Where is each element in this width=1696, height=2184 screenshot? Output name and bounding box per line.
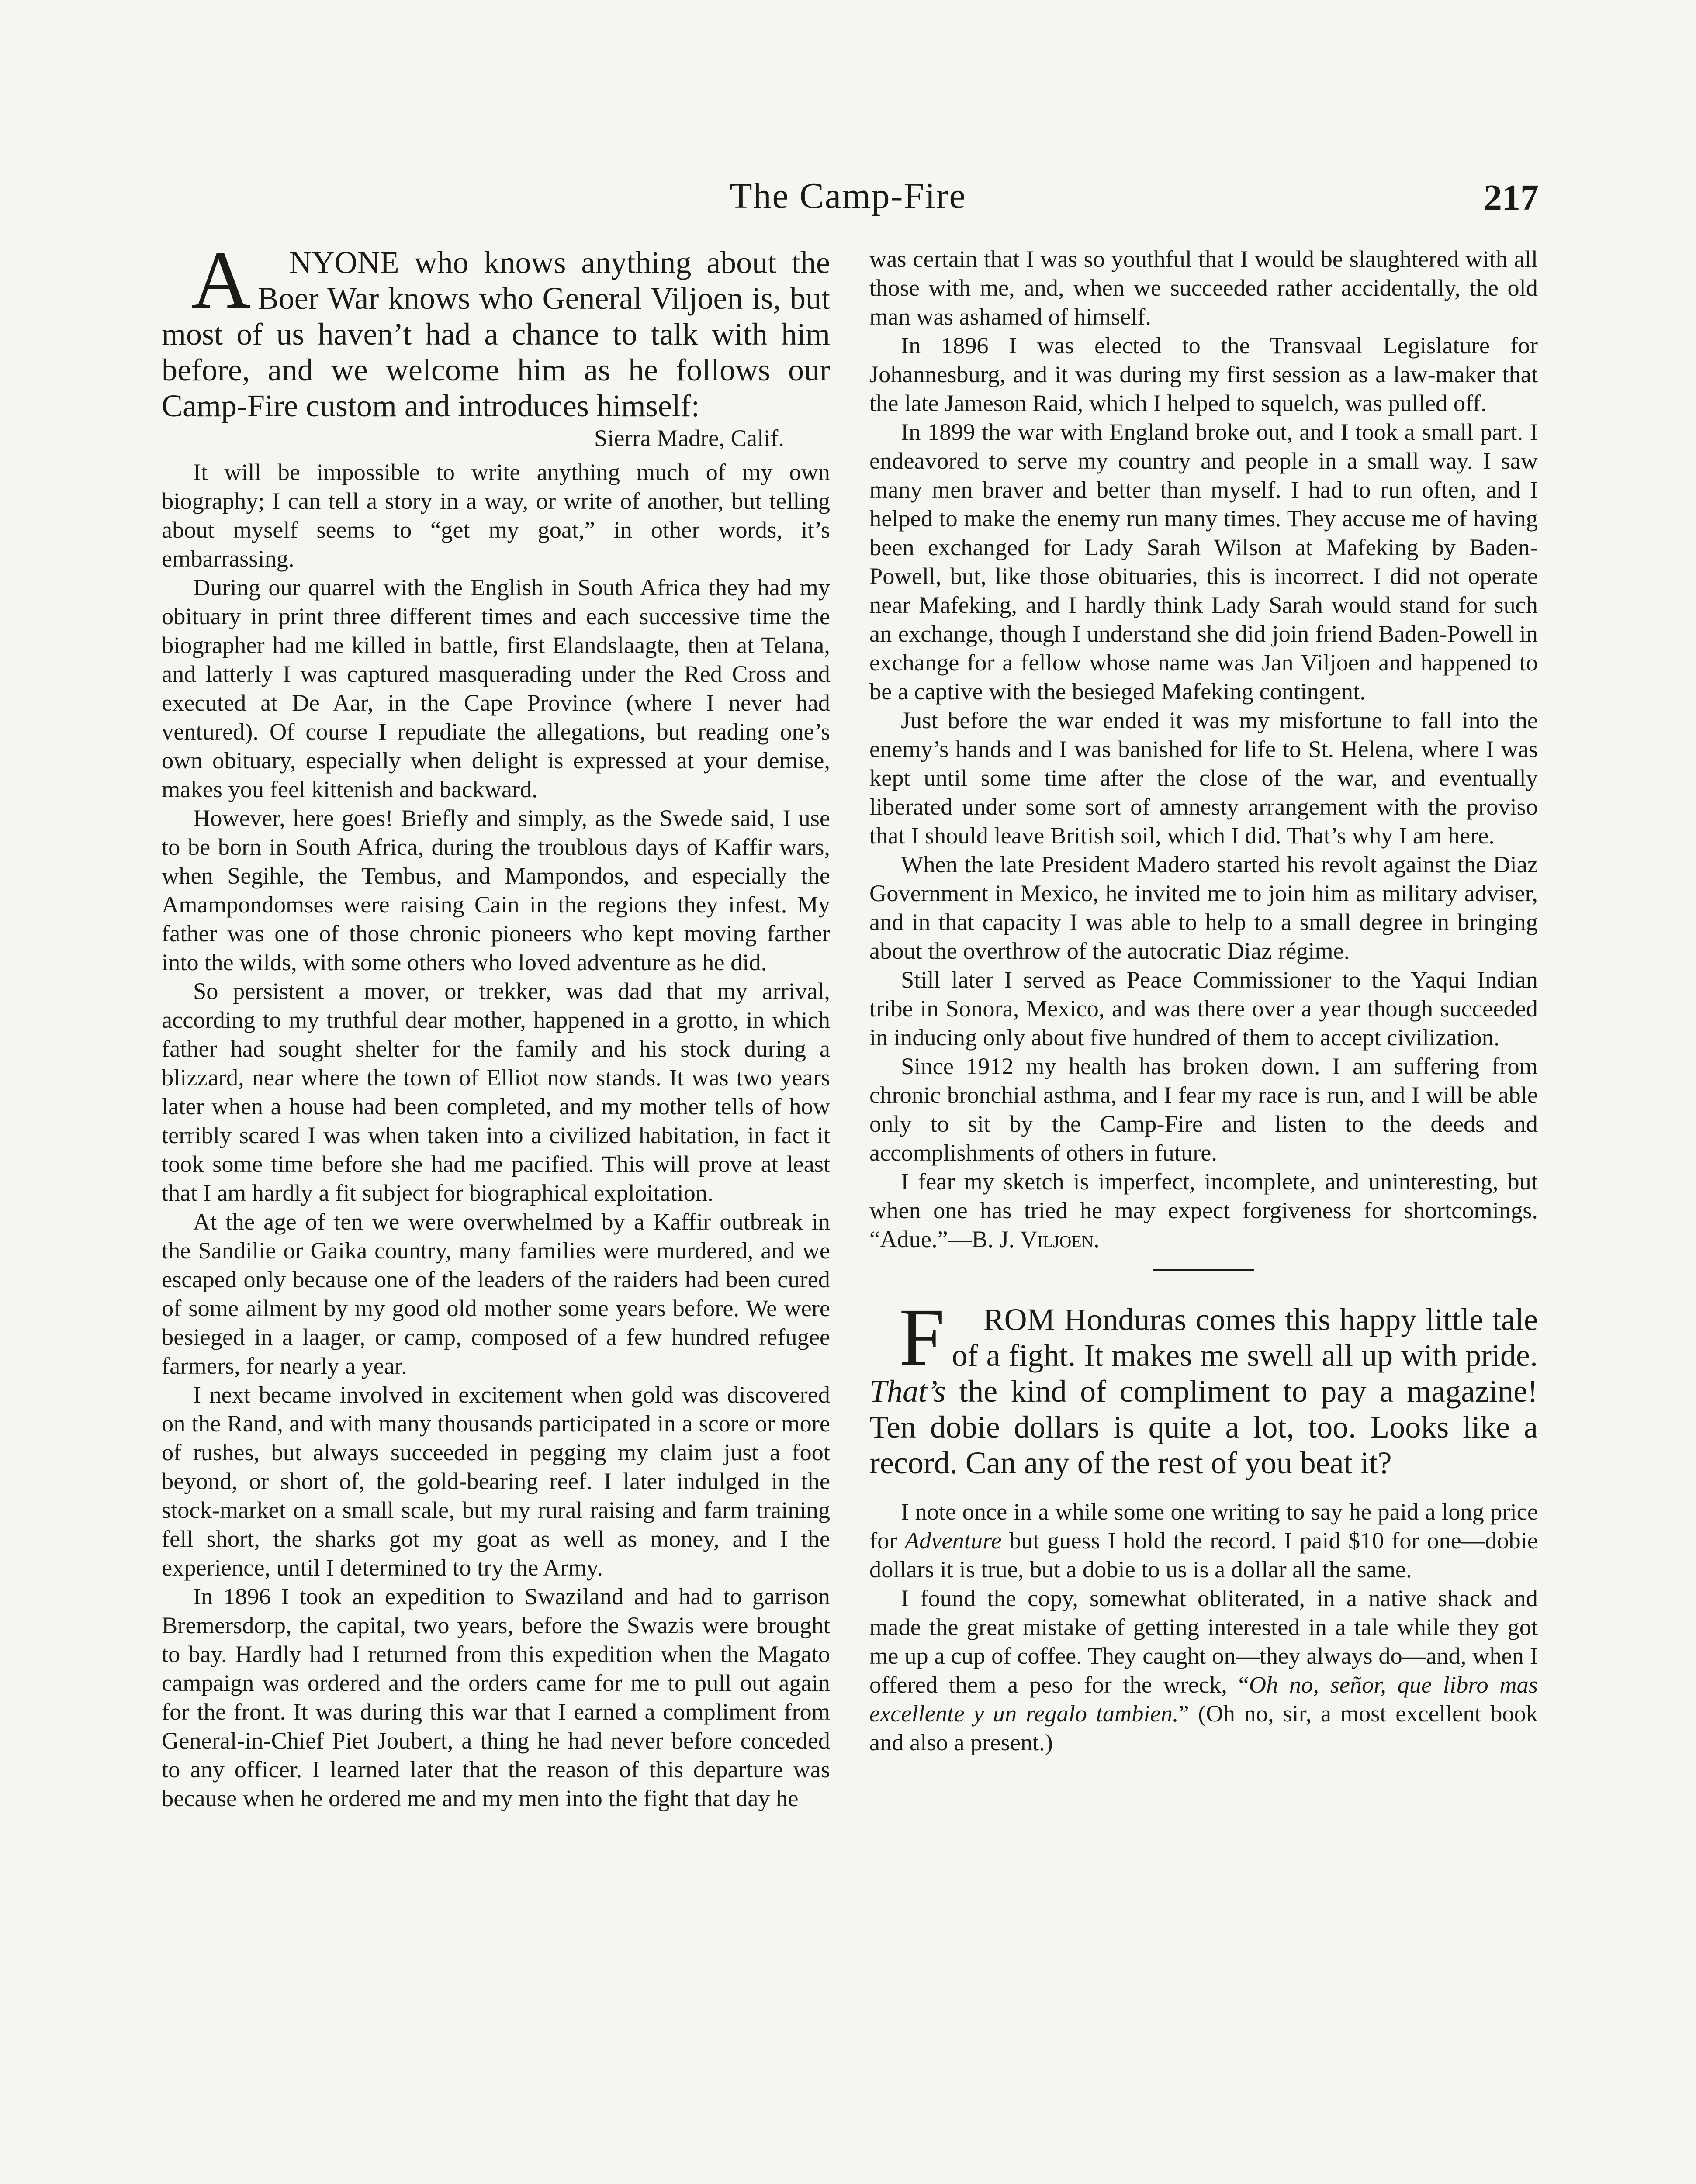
letter-paragraph: During our quarrel with the English in South Africa they had my obituary in print three different times and each successive time the biographer had me killed in battle, first Elandslaagte, then at Telana, and latterly I was captured masquerading under the Red Cross and executed at De Aar, in the Cape Province (where I never had ventured). Of course I repudiate the allegations, but reading one’s own obituary, especially when delight is expressed at your demise, makes you feel kittenish and backward.	[162, 574, 830, 802]
letter-paragraph: I next became involved in excitement when gold was discovered on the Rand, and with many thousands participated in a score or more of rushes, but always succeeded in pegging my claim just a foot beyond, or short of, the gold-bearing reef. I later indulged in the stock-market on a small scale, but my rural raising and farm training fell short, the sharks got my goat as well as money, and I the experience, until I determined to try the Army.	[162, 1382, 830, 1581]
letter-paragraph: When the late President Madero started his revolt against the Diaz Government in Mexico, he invited me to join him as military adviser, and in that capacity I was able to help to a small degree in bringing about the overthrow of the autocratic Diaz régime.	[869, 851, 1538, 964]
closing-paragraph	[869, 1167, 1538, 1254]
magazine-title: Adventure	[904, 1527, 1002, 1554]
drop-cap: F	[899, 1291, 945, 1382]
letter-dateline: Sierra Madre, Calif.	[594, 425, 784, 451]
letter-paragraph	[869, 1497, 1538, 1584]
closing-text: I fear my sketch is imperfect, incomplete, and uninteresting, but when one has tried he may expect forgiveness for shortcomings. “Adue.”—	[869, 1168, 1538, 1252]
second-intro-text: ROM Honduras comes this happy little tale of a fight. It makes me swell all up with pride.	[952, 1302, 1538, 1373]
letter-paragraph: In 1896 I took an expedition to Swaziland and had to garrison Bremersdorp, the capital, two years, before the Swazis were brought to bay. Hardly had I returned from this expedition when the Magato campaign was ordered and the orders came for me to pull out again for the front. It was during this war that I earned a compliment from General-in-Chief Piet Joubert, a thing he had never before conceded to any officer. I learned later that the reason of this departure was because when he ordered me and my men into the fight that day he	[162, 1583, 830, 1811]
letter-paragraph: At the age of ten we were overwhelmed by a Kaffir outbreak in the Sandilie or Gaika country, many families were murdered, and we escaped only because one of the leaders of the raiders had been cured of some ailment by my good old mother some years before. We were besieged in a laager, or camp, composed of a few hundred refugee farmers, for nearly a year.	[162, 1209, 830, 1379]
right-column	[869, 245, 1538, 2184]
signature: B. J. Viljoen.	[972, 1226, 1100, 1252]
left-column	[162, 245, 830, 2184]
text-run: ” (Oh no, sir, a most excellent book and also a present.)	[869, 1700, 1538, 1755]
intro-text: NYONE who knows anything about the Boer War knows who General Viljoen is, but most of us haven’t had a chance to talk with him before, and we welcome him as he follows our Camp-Fire custom and introduces himself:	[162, 245, 830, 423]
page-number: 217	[1484, 177, 1539, 218]
section-divider	[1153, 1269, 1254, 1271]
letter-paragraph: In 1896 I was elected to the Transvaal Legislature for Johannesburg, and it was during my first session as a law-maker that the late Jameson Raid, which I helped to squelch, was pulled off.	[869, 332, 1538, 416]
letter-paragraph: Since 1912 my health has broken down. I am suffering from chronic bronchial asthma, and I fear my race is run, and I will be able only to sit by the Camp-Fire and listen to the deeds and accomplishments of others in future.	[869, 1053, 1538, 1166]
second-intro-paragraph	[869, 1291, 1538, 1481]
letter-paragraph: Just before the war ended it was my misfortune to fall into the enemy’s hands and I was banished for life to St. Helena, where I was kept until some time after the close of the war, and eventually liberated under some sort of amnesty arrangement with the proviso that I should leave British soil, which I did. That’s why I am here.	[869, 707, 1538, 849]
text-run: I found the copy, somewhat obliterated, in a native shack and made the great mistake of getting interested in a tale while they got me up a cup of coffee. They caught on—they always do—and, when I offered them a peso for the wreck, “	[869, 1585, 1538, 1698]
intro-paragraph	[162, 245, 830, 424]
spanish-quote: Oh no, señor, que libro mas excellente y un regalo tambien.	[869, 1672, 1538, 1727]
letter-paragraph: It will be impossible to write anything much of my own biography; I can tell a story in a way, or write of another, but telling about myself seems to “get my goat,” in other words, it’s embarrassing.	[162, 459, 830, 572]
running-title: The Camp-Fire	[730, 176, 966, 216]
letter-paragraph: However, here goes! Briefly and simply, as the Swede said, I use to be born in South Africa, during the troublous days of Kaffir wars, when Segihle, the Tembus, and Mampondos, and especially the Amampondomses were raising Cain in the regions they infest. My father was one of those chronic pioneers who kept moving farther into the wilds, with some others who loved adventure as he did.	[162, 805, 830, 975]
letter-paragraph-continued: was certain that I was so youthful that I would be slaughtered with all those with me, and, when we succeeded rather accidentally, the old man was ashamed of himself.	[869, 246, 1538, 330]
letter-paragraph: Still later I served as Peace Commissioner to the Yaqui Indian tribe in Sonora, Mexico, and was there over a year though succeeded in inducing only about five hundred of them to accept civilization.	[869, 967, 1538, 1051]
letter-paragraph: In 1899 the war with England broke out, and I took a small part. I endeavored to serve my country and people in a small way. I saw many men braver and better than myself. I had to run often, and I helped to make the enemy run many times. They accuse me of having been exchanged for Lady Sarah Wilson at Mafeking by Baden-Powell, but, like those obituaries, this is incorrect. I did not operate near Mafeking, and I hardly think Lady Sarah would stand for such an exchange, though I understand she did join friend Baden-Powell in exchange for a fellow whose name was Jan Viljoen and happened to be a captive with the besieged Mafeking contingent.	[869, 419, 1538, 705]
text-run: but guess I hold the record. I paid $10 for one—dobie dollars it is true, but a dobie to us is a dollar all the same.	[869, 1527, 1538, 1583]
page-header	[157, 175, 1539, 232]
text-run: I note once in a while some one writing to say he paid a long price for	[869, 1499, 1538, 1554]
emphasis: That’s	[869, 1374, 946, 1409]
second-intro-text-end: the kind of compliment to pay a magazine! Ten dobie dollars is quite a lot, too. Looks like a record. Can any of the rest of you beat it?	[869, 1374, 1538, 1480]
drop-cap: A	[191, 245, 251, 325]
letter-paragraph: So persistent a mover, or trekker, was dad that my arrival, according to my truthful dear mother, happened in a grotto, in which father had sought shelter for the family and his stock during a blizzard, near where the town of Elliot now stands. It was two years later when a house had been completed, and my mother tells of how terribly scared I was when taken into a civilized habitation, in fact it took some time before she had me pacified. This will prove at least that I am hardly a fit subject for biographical exploitation.	[162, 978, 830, 1206]
letter-paragraph	[869, 1584, 1538, 1757]
